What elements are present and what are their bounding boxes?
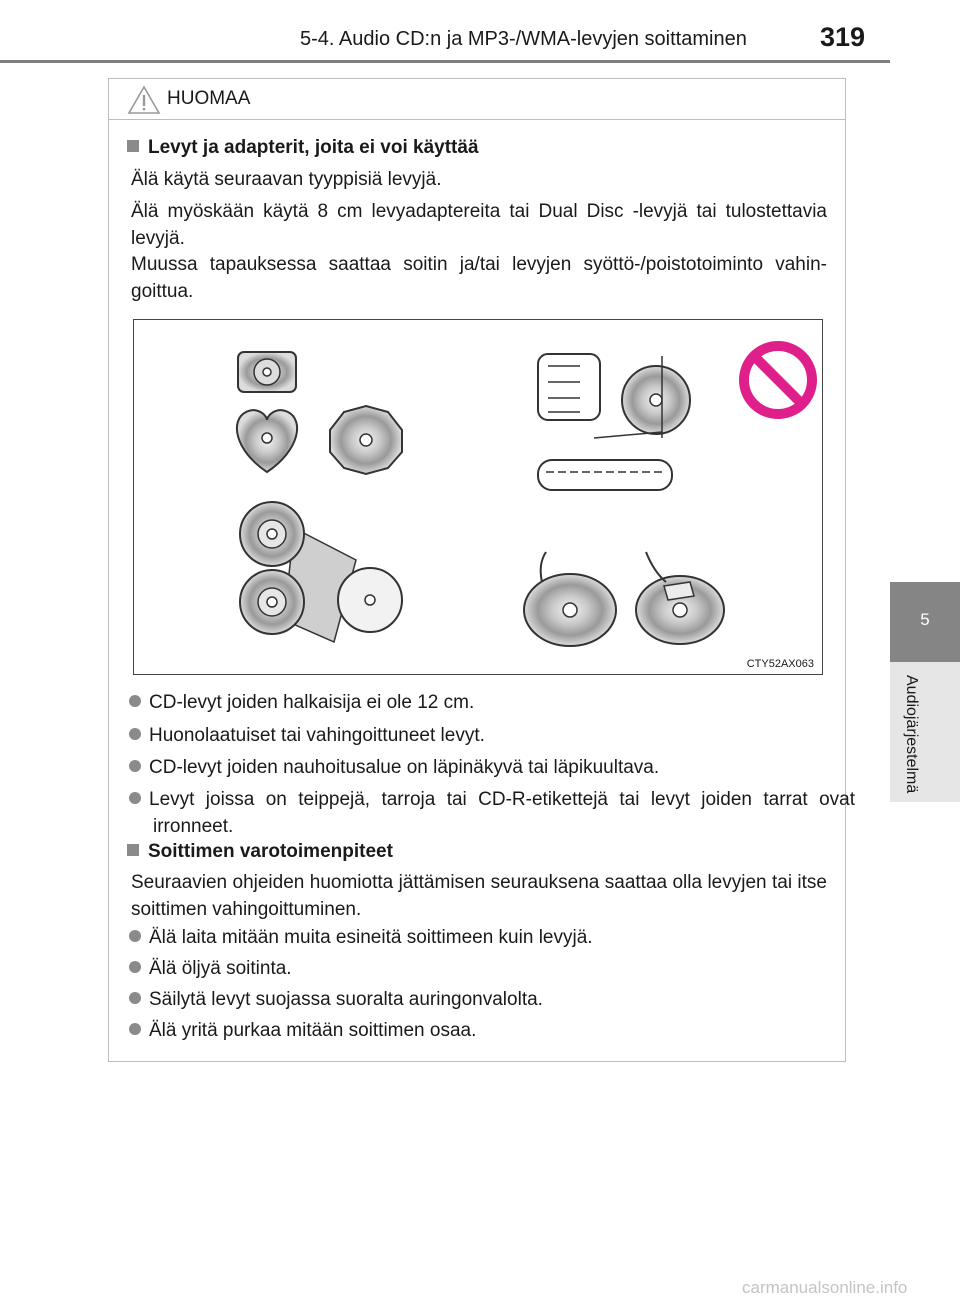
list-item: Älä laita mitään muita esineitä soittimeen kuin levyjä.	[129, 924, 831, 951]
discs-illustration-svg	[134, 320, 822, 674]
paragraph: Seuraavien ohjeiden huomiotta jättämisen seurauksena saattaa olla levyjen tai itse soittimen vahingoittuminen.	[131, 872, 827, 920]
section-heading-player	[127, 841, 393, 863]
bullet-dot-icon	[129, 792, 141, 804]
figure-code: CTY52AX063	[746, 658, 814, 670]
watermark: carmanualsonline.info	[742, 1278, 908, 1297]
page-number: 319	[820, 22, 866, 52]
square-bullet-icon	[127, 844, 139, 856]
list-item: Älä öljyä soitinta.	[129, 955, 831, 982]
notice-header	[109, 79, 845, 120]
chapter-label-strip	[890, 662, 960, 802]
chapter-number: 5	[920, 610, 930, 629]
paragraph: Älä käytä seuraavan tyyppisiä levyjä.	[131, 169, 442, 190]
list-item: Levyt joissa on teippejä, tarroja tai CD-R-etikettejä tai levyt joiden tarrat ovat irronneet.	[129, 786, 855, 840]
heart-disc-icon	[237, 410, 297, 472]
section-heading-discs	[127, 137, 479, 159]
taped-disc-icon	[636, 552, 724, 644]
bullet-dot-icon	[129, 728, 141, 740]
adapter-disc-icon	[240, 502, 402, 642]
header-rule	[0, 60, 890, 63]
polygon-disc-icon	[330, 406, 402, 474]
peeling-label-disc-icon	[524, 552, 616, 646]
bullet-dot-icon	[129, 930, 141, 942]
prohibited-icon	[744, 346, 812, 414]
section-heading-text: Soittimen varotoimenpiteet	[148, 841, 393, 862]
bullet-dot-icon	[129, 1023, 141, 1035]
chapter-tab	[890, 582, 960, 662]
list-item: Älä yritä purkaa mitään soittimen osaa.	[129, 1017, 831, 1044]
chapter-label: Audiojärjestelmä	[903, 675, 920, 794]
square-bullet-icon	[127, 140, 139, 152]
square-disc-icon	[238, 352, 296, 392]
list-item: CD-levyt joiden nauhoitusalue on läpinäkyvä tai läpikuultava.	[129, 754, 831, 781]
section-heading-text: Levyt ja adapterit, joita ei voi käyttää	[148, 137, 479, 158]
bullet-dot-icon	[129, 760, 141, 772]
notice-title: HUOMAA	[167, 88, 251, 109]
bullet-dot-icon	[129, 961, 141, 973]
unusable-discs-illustration	[133, 319, 823, 675]
paragraph: Muussa tapauksessa saattaa soitin ja/tai levyjen syöttö-/poistotoiminto vahin-goittua.	[131, 254, 827, 302]
list-item: CD-levyt joiden halkaisija ei ole 12 cm.	[129, 689, 831, 716]
list-item: Säilytä levyt suojassa suoralta auringonvalolta.	[129, 986, 831, 1013]
transparent-disc-diagram	[538, 354, 690, 490]
bullet-dot-icon	[129, 992, 141, 1004]
warning-icon	[127, 85, 161, 115]
paragraph: Älä myöskään käytä 8 cm levyadaptereita tai Dual Disc -levyjä tai tulostettavia levyjä.	[131, 201, 827, 249]
bullet-dot-icon	[129, 695, 141, 707]
header-section-title: 5-4. Audio CD:n ja MP3-/WMA-levyjen soittaminen	[300, 28, 747, 50]
notice-box	[108, 78, 855, 1062]
list-item: Huonolaatuiset tai vahingoittuneet levyt.	[129, 722, 831, 749]
